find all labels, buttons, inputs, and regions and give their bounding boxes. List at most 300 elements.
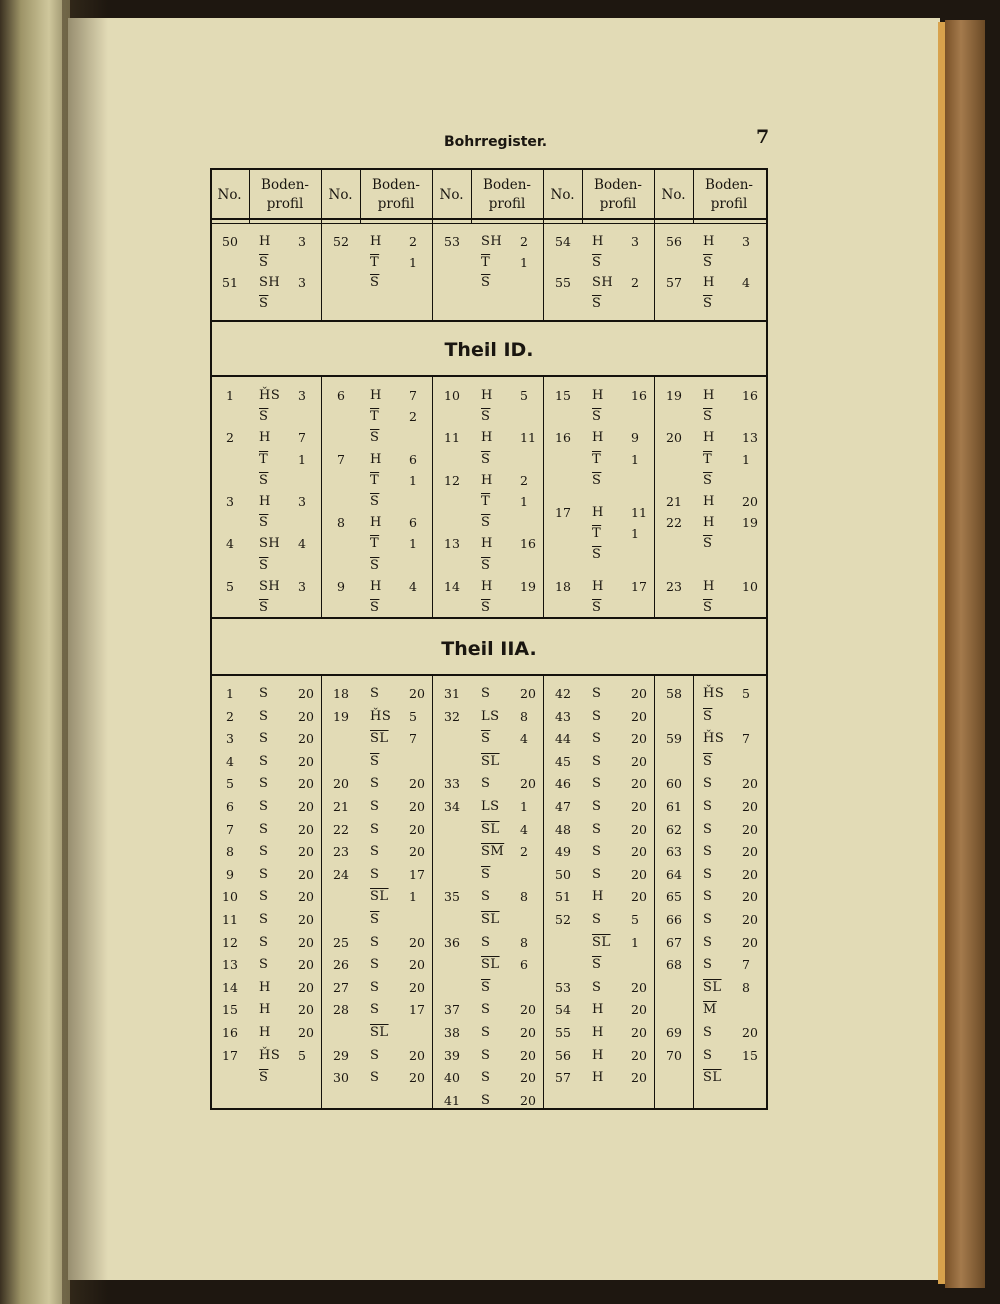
soil-layer-depth: 1 bbox=[742, 451, 750, 467]
soil-layer-depth: 20 bbox=[298, 866, 314, 882]
soil-layer-depth: 19 bbox=[742, 515, 758, 531]
soil-layer-code: $\overline{SL}$ bbox=[370, 889, 389, 905]
soil-layer-depth: 17 bbox=[409, 866, 425, 882]
soil-layer-code: H bbox=[481, 388, 493, 403]
entry-number: 59 bbox=[666, 731, 682, 747]
entry-number: 11 bbox=[444, 430, 460, 446]
soil-layer-code: $\overline{S}$ bbox=[370, 557, 380, 573]
soil-layer-code: S bbox=[370, 866, 380, 882]
entry-number: 10 bbox=[222, 889, 238, 905]
soil-layer-code: S bbox=[481, 776, 491, 792]
soil-layer-depth: 3 bbox=[298, 578, 306, 594]
soil-layer-code: S bbox=[703, 844, 713, 860]
soil-layer-code: $\overline{SL}$ bbox=[481, 753, 500, 769]
soil-layer-code: $\overline{S}$ bbox=[370, 494, 380, 509]
soil-layer-code: $\overline{SL}$ bbox=[592, 934, 611, 950]
soil-layer-code: $\overline{S}$ bbox=[703, 708, 713, 724]
soil-layer-code: H bbox=[592, 234, 604, 249]
entry-number: 16 bbox=[555, 430, 571, 446]
soil-layer-code: SH bbox=[592, 275, 614, 290]
entry-number: 62 bbox=[666, 821, 682, 837]
header-no: No. bbox=[439, 187, 464, 203]
entry-number: 22 bbox=[333, 821, 349, 837]
soil-layer-depth: 7 bbox=[742, 731, 750, 747]
soil-layer-code: $\overline{S}$ bbox=[481, 275, 491, 290]
soil-layer-code: S bbox=[703, 866, 713, 882]
soil-layer-code: S bbox=[370, 844, 380, 860]
soil-layer-code: S bbox=[592, 708, 602, 724]
soil-layer-depth: 11 bbox=[631, 504, 647, 520]
soil-layer-code: $\overline{S}$ bbox=[259, 600, 269, 615]
soil-layer-depth: 20 bbox=[409, 844, 425, 860]
entry-number: 20 bbox=[333, 776, 349, 792]
entry-number: 13 bbox=[222, 957, 238, 973]
soil-layer-code: S bbox=[481, 1070, 491, 1086]
entry-number: 23 bbox=[333, 844, 349, 860]
soil-layer-depth: 20 bbox=[409, 1070, 425, 1086]
soil-layer-code: S bbox=[370, 1002, 380, 1018]
soil-layer-code: S bbox=[703, 957, 713, 973]
soil-layer-code: ȞS bbox=[703, 731, 725, 747]
soil-layer-depth: 20 bbox=[409, 934, 425, 950]
soil-layer-code: S bbox=[481, 1047, 491, 1063]
soil-layer-depth: 20 bbox=[742, 889, 758, 905]
col-divider bbox=[693, 674, 694, 1110]
soil-layer-depth: 10 bbox=[742, 578, 758, 594]
soil-layer-depth: 20 bbox=[742, 494, 758, 509]
entry-number: 69 bbox=[666, 1025, 682, 1040]
soil-layer-depth: 20 bbox=[631, 753, 647, 769]
soil-layer-depth: 20 bbox=[298, 912, 314, 927]
entry-number: 31 bbox=[444, 686, 460, 701]
soil-layer-depth: 1 bbox=[409, 889, 417, 905]
soil-layer-depth: 7 bbox=[409, 731, 417, 747]
book-gutter-shadow bbox=[62, 0, 108, 1304]
soil-layer-code: $\overline{S}$ bbox=[259, 254, 269, 270]
soil-layer-depth: 8 bbox=[520, 889, 528, 905]
soil-layer-code: H bbox=[592, 1070, 604, 1086]
soil-layer-code: H bbox=[703, 515, 715, 531]
soil-layer-depth: 20 bbox=[298, 731, 314, 747]
soil-layer-code: H bbox=[370, 388, 382, 403]
soil-layer-depth: 20 bbox=[520, 1070, 536, 1086]
soil-layer-depth: 9 bbox=[631, 430, 639, 446]
soil-layer-code: $\overline{SL}$ bbox=[703, 1070, 722, 1086]
soil-layer-code: S bbox=[259, 934, 269, 950]
soil-layer-depth: 20 bbox=[298, 1025, 314, 1040]
soil-layer-depth: 2 bbox=[409, 234, 417, 249]
entry-number: 24 bbox=[333, 866, 349, 882]
entry-number: 53 bbox=[555, 979, 571, 995]
soil-layer-depth: 7 bbox=[742, 957, 750, 973]
soil-layer-code: H bbox=[592, 1047, 604, 1063]
soil-layer-depth: 13 bbox=[742, 430, 758, 446]
entry-number: 5 bbox=[226, 776, 234, 792]
soil-layer-code: H bbox=[259, 234, 271, 249]
entry-number: 3 bbox=[226, 731, 234, 747]
entry-number: 37 bbox=[444, 1002, 460, 1018]
entry-number: 29 bbox=[333, 1047, 349, 1063]
soil-layer-code: H bbox=[703, 388, 715, 403]
entry-number: 25 bbox=[333, 934, 349, 950]
soil-layer-depth: 7 bbox=[409, 388, 417, 403]
soil-layer-code: S bbox=[481, 889, 491, 905]
soil-layer-code: $\overline{S}$ bbox=[703, 600, 713, 615]
entry-number: 3 bbox=[226, 494, 234, 509]
entry-number: 7 bbox=[337, 451, 345, 467]
soil-layer-code: S bbox=[370, 957, 380, 973]
soil-layer-code: $\overline{S}$ bbox=[592, 472, 602, 488]
soil-layer-code: S bbox=[592, 844, 602, 860]
entry-number: 13 bbox=[444, 536, 460, 552]
soil-layer-code: $\overline{S}$ bbox=[370, 430, 380, 446]
entry-number: 19 bbox=[333, 708, 349, 724]
entry-number: 63 bbox=[666, 844, 682, 860]
soil-layer-depth: 20 bbox=[409, 799, 425, 814]
soil-layer-depth: 2 bbox=[520, 472, 528, 488]
entry-number: 38 bbox=[444, 1025, 460, 1040]
soil-layer-depth: 20 bbox=[298, 799, 314, 814]
entry-number: 33 bbox=[444, 776, 460, 792]
soil-layer-code: S bbox=[481, 1002, 491, 1018]
soil-layer-depth: 20 bbox=[631, 1070, 647, 1086]
section-title-theil-id: Theil ID. bbox=[444, 339, 534, 361]
entry-number: 34 bbox=[444, 799, 460, 814]
soil-layer-depth: 20 bbox=[298, 776, 314, 792]
soil-layer-depth: 20 bbox=[631, 1025, 647, 1040]
entry-number: 18 bbox=[333, 686, 349, 701]
entry-number: 20 bbox=[666, 430, 682, 446]
soil-layer-depth: 17 bbox=[631, 578, 647, 594]
soil-layer-depth: 20 bbox=[742, 776, 758, 792]
soil-layer-code: $\overline{S}$ bbox=[259, 1070, 269, 1086]
soil-layer-depth: 20 bbox=[520, 686, 536, 701]
soil-layer-depth: 20 bbox=[631, 686, 647, 701]
soil-layer-code: H bbox=[703, 430, 715, 446]
soil-layer-code: $\overline{M}$ bbox=[703, 1002, 717, 1018]
soil-layer-depth: 20 bbox=[520, 1025, 536, 1040]
soil-layer-code: H bbox=[481, 578, 493, 594]
soil-layer-code: H bbox=[592, 889, 604, 905]
soil-layer-depth: 5 bbox=[742, 686, 750, 701]
soil-layer-depth: 20 bbox=[298, 708, 314, 724]
soil-layer-code: S bbox=[259, 844, 269, 860]
soil-layer-code: S bbox=[481, 1092, 491, 1108]
soil-layer-code: S bbox=[370, 686, 380, 701]
soil-layer-code: S bbox=[481, 1025, 491, 1040]
soil-layer-depth: 2 bbox=[520, 234, 528, 249]
entry-number: 70 bbox=[666, 1047, 682, 1063]
left-page-edge bbox=[0, 0, 70, 1304]
soil-layer-depth: 3 bbox=[298, 275, 306, 290]
soil-layer-depth: 20 bbox=[298, 686, 314, 701]
soil-layer-depth: 1 bbox=[520, 494, 528, 509]
soil-layer-depth: 1 bbox=[631, 934, 639, 950]
soil-layer-code: ȞS bbox=[370, 708, 392, 724]
soil-layer-code: H bbox=[592, 1025, 604, 1040]
soil-layer-code: S bbox=[592, 979, 602, 995]
soil-layer-depth: 1 bbox=[631, 451, 639, 467]
soil-layer-code: $\overline{S}$ bbox=[259, 472, 269, 488]
soil-layer-code: LS bbox=[481, 708, 500, 724]
soil-layer-code: S bbox=[259, 957, 269, 973]
soil-layer-code: ȞS bbox=[259, 388, 281, 403]
soil-layer-code: $\overline{S}$ bbox=[481, 557, 491, 573]
entry-number: 57 bbox=[555, 1070, 571, 1086]
soil-layer-code: S bbox=[481, 686, 491, 701]
soil-layer-depth: 20 bbox=[409, 979, 425, 995]
soil-layer-code: H bbox=[592, 1002, 604, 1018]
soil-layer-depth: 20 bbox=[742, 934, 758, 950]
soil-layer-depth: 20 bbox=[298, 753, 314, 769]
col-divider bbox=[654, 674, 655, 1110]
soil-layer-depth: 20 bbox=[409, 957, 425, 973]
soil-layer-code: $\overline{SL}$ bbox=[481, 912, 500, 927]
section-title-theil-iia: Theil IIA. bbox=[441, 638, 537, 660]
header-rule-thin bbox=[210, 223, 768, 224]
soil-layer-code: $\overline{T}$ bbox=[370, 254, 380, 270]
soil-layer-code: S bbox=[703, 1025, 713, 1040]
entry-number: 26 bbox=[333, 957, 349, 973]
soil-layer-code: $\overline{S}$ bbox=[592, 409, 602, 425]
soil-layer-code: S bbox=[592, 731, 602, 747]
soil-layer-code: $\overline{S}$ bbox=[481, 515, 491, 531]
entry-number: 17 bbox=[555, 504, 571, 520]
soil-layer-code: S bbox=[259, 866, 269, 882]
soil-layer-code: H bbox=[259, 494, 271, 509]
entry-number: 28 bbox=[333, 1002, 349, 1018]
entry-number: 68 bbox=[666, 957, 682, 973]
soil-layer-depth: 20 bbox=[298, 979, 314, 995]
soil-layer-depth: 20 bbox=[631, 844, 647, 860]
soil-layer-code: SH bbox=[259, 536, 281, 552]
soil-layer-code: S bbox=[703, 776, 713, 792]
page-number: 7 bbox=[756, 126, 770, 148]
soil-layer-code: $\overline{S}$ bbox=[703, 753, 713, 769]
soil-layer-code: S bbox=[259, 731, 269, 747]
soil-layer-depth: 20 bbox=[742, 821, 758, 837]
entry-number: 2 bbox=[226, 430, 234, 446]
soil-layer-depth: 3 bbox=[298, 388, 306, 403]
running-header: Bohrregister. bbox=[444, 134, 548, 150]
theil-id-rule bbox=[210, 375, 768, 377]
entry-number: 9 bbox=[226, 866, 234, 882]
soil-layer-depth: 6 bbox=[520, 957, 528, 973]
soil-layer-depth: 7 bbox=[298, 430, 306, 446]
soil-layer-depth: 4 bbox=[409, 578, 417, 594]
entry-number: 42 bbox=[555, 686, 571, 701]
soil-layer-code: S bbox=[703, 912, 713, 927]
entry-number: 10 bbox=[444, 388, 460, 403]
book-cover-edge bbox=[945, 20, 985, 1288]
soil-layer-code: S bbox=[259, 708, 269, 724]
soil-layer-depth: 8 bbox=[520, 934, 528, 950]
soil-layer-code: $\overline{SL}$ bbox=[703, 979, 722, 995]
soil-layer-code: H bbox=[259, 430, 271, 446]
soil-layer-code: H bbox=[370, 451, 382, 467]
soil-layer-depth: 1 bbox=[520, 799, 528, 814]
soil-layer-depth: 4 bbox=[298, 536, 306, 552]
entry-number: 61 bbox=[666, 799, 682, 814]
soil-layer-code: H bbox=[703, 234, 715, 249]
soil-layer-depth: 20 bbox=[520, 776, 536, 792]
soil-layer-code: $\overline{S}$ bbox=[703, 254, 713, 270]
soil-layer-code: $\overline{T}$ bbox=[259, 451, 269, 467]
soil-layer-code: $\overline{S}$ bbox=[592, 600, 602, 615]
soil-layer-code: S bbox=[259, 776, 269, 792]
soil-layer-depth: 11 bbox=[520, 430, 536, 446]
soil-layer-code: $\overline{S}$ bbox=[481, 409, 491, 425]
entry-number: 55 bbox=[555, 1025, 571, 1040]
col-divider bbox=[543, 375, 544, 617]
soil-layer-depth: 16 bbox=[742, 388, 758, 403]
soil-layer-code: $\overline{S}$ bbox=[259, 295, 269, 311]
soil-layer-code: $\overline{SL}$ bbox=[370, 1025, 389, 1040]
entry-number: 15 bbox=[222, 1002, 238, 1018]
entry-number: 1 bbox=[226, 686, 234, 701]
entry-number: 18 bbox=[555, 578, 571, 594]
soil-layer-depth: 5 bbox=[298, 1047, 306, 1063]
header-profile: Boden- profil bbox=[705, 177, 753, 212]
soil-layer-code: $\overline{S}$ bbox=[370, 912, 380, 927]
entry-number: 54 bbox=[555, 234, 571, 249]
soil-layer-code: H bbox=[592, 504, 604, 520]
entry-number: 51 bbox=[222, 275, 238, 290]
soil-layer-code: H bbox=[703, 275, 715, 290]
entry-number: 66 bbox=[666, 912, 682, 927]
soil-layer-depth: 1 bbox=[631, 525, 639, 541]
soil-layer-code: S bbox=[370, 934, 380, 950]
soil-layer-depth: 20 bbox=[298, 934, 314, 950]
soil-layer-depth: 2 bbox=[520, 844, 528, 860]
soil-layer-code: S bbox=[592, 753, 602, 769]
entry-number: 36 bbox=[444, 934, 460, 950]
entry-number: 2 bbox=[226, 708, 234, 724]
soil-layer-depth: 1 bbox=[409, 472, 417, 488]
soil-layer-depth: 20 bbox=[631, 799, 647, 814]
entry-number: 49 bbox=[555, 844, 571, 860]
entry-number: 48 bbox=[555, 821, 571, 837]
header-no: No. bbox=[550, 187, 575, 203]
theil-iia-rule bbox=[210, 674, 768, 676]
soil-layer-code: S bbox=[592, 821, 602, 837]
soil-layer-depth: 15 bbox=[742, 1047, 758, 1063]
entry-number: 17 bbox=[222, 1047, 238, 1063]
soil-layer-depth: 5 bbox=[520, 388, 528, 403]
soil-layer-code: $\overline{T}$ bbox=[481, 494, 491, 509]
col-divider bbox=[654, 375, 655, 617]
soil-layer-code: $\overline{S}$ bbox=[481, 866, 491, 882]
entry-number: 35 bbox=[444, 889, 460, 905]
entry-number: 51 bbox=[555, 889, 571, 905]
soil-layer-code: H bbox=[370, 515, 382, 531]
soil-layer-code: $\overline{T}$ bbox=[481, 254, 491, 270]
soil-layer-code: S bbox=[259, 686, 269, 701]
entry-number: 52 bbox=[333, 234, 349, 249]
entry-number: 50 bbox=[222, 234, 238, 249]
header-no: No. bbox=[217, 187, 242, 203]
soil-layer-depth: 20 bbox=[409, 1047, 425, 1063]
soil-layer-depth: 17 bbox=[409, 1002, 425, 1018]
soil-layer-code: H bbox=[259, 979, 271, 995]
entry-number: 44 bbox=[555, 731, 571, 747]
entry-number: 8 bbox=[226, 844, 234, 860]
soil-layer-code: $\overline{S}$ bbox=[592, 295, 602, 311]
soil-layer-code: S bbox=[370, 979, 380, 995]
header-profile: Boden- profil bbox=[372, 177, 420, 212]
soil-layer-code: S bbox=[370, 1047, 380, 1063]
entry-number: 14 bbox=[222, 979, 238, 995]
soil-layer-depth: 6 bbox=[409, 515, 417, 531]
header-profile: Boden- profil bbox=[261, 177, 309, 212]
soil-layer-code: S bbox=[703, 799, 713, 814]
entry-number: 54 bbox=[555, 1002, 571, 1018]
soil-layer-depth: 8 bbox=[520, 708, 528, 724]
soil-layer-depth: 3 bbox=[298, 234, 306, 249]
soil-layer-code: ȞS bbox=[259, 1047, 281, 1063]
header-rule bbox=[210, 218, 768, 220]
soil-layer-depth: 20 bbox=[631, 889, 647, 905]
col-divider bbox=[432, 674, 433, 1110]
soil-layer-code: $\overline{S}$ bbox=[481, 979, 491, 995]
entry-number: 6 bbox=[337, 388, 345, 403]
header-profile: Boden- profil bbox=[594, 177, 642, 212]
entry-number: 7 bbox=[226, 821, 234, 837]
soil-layer-code: S bbox=[259, 912, 269, 927]
entry-number: 4 bbox=[226, 753, 234, 769]
soil-layer-code: H bbox=[259, 1002, 271, 1018]
soil-layer-code: $\overline{T}$ bbox=[370, 409, 380, 425]
soil-layer-depth: 1 bbox=[298, 451, 306, 467]
entry-number: 23 bbox=[666, 578, 682, 594]
soil-layer-code: ȞS bbox=[703, 686, 725, 701]
soil-layer-code: $\overline{S}$ bbox=[703, 409, 713, 425]
soil-layer-depth: 20 bbox=[298, 821, 314, 837]
soil-layer-depth: 20 bbox=[298, 844, 314, 860]
soil-layer-depth: 20 bbox=[631, 866, 647, 882]
soil-layer-code: H bbox=[481, 472, 493, 488]
soil-layer-code: S bbox=[592, 799, 602, 814]
section-2-end-rule bbox=[210, 617, 768, 619]
soil-layer-code: H bbox=[703, 494, 715, 509]
soil-layer-code: S bbox=[703, 934, 713, 950]
entry-number: 47 bbox=[555, 799, 571, 814]
soil-layer-code: S bbox=[481, 934, 491, 950]
soil-layer-code: SH bbox=[481, 234, 503, 249]
soil-layer-code: SH bbox=[259, 275, 281, 290]
entry-number: 14 bbox=[444, 578, 460, 594]
soil-layer-depth: 3 bbox=[298, 494, 306, 509]
soil-layer-depth: 20 bbox=[742, 799, 758, 814]
soil-layer-code: H bbox=[592, 578, 604, 594]
soil-layer-code: H bbox=[370, 578, 382, 594]
soil-layer-depth: 20 bbox=[742, 866, 758, 882]
entry-number: 53 bbox=[444, 234, 460, 249]
soil-layer-code: S bbox=[592, 866, 602, 882]
soil-layer-code: $\overline{T}$ bbox=[592, 451, 602, 467]
soil-layer-depth: 20 bbox=[409, 821, 425, 837]
soil-layer-code: LS bbox=[481, 799, 500, 814]
entry-number: 30 bbox=[333, 1070, 349, 1086]
entry-number: 39 bbox=[444, 1047, 460, 1063]
soil-layer-code: $\overline{S}$ bbox=[703, 536, 713, 552]
soil-layer-depth: 3 bbox=[631, 234, 639, 249]
entry-number: 32 bbox=[444, 708, 460, 724]
entry-number: 45 bbox=[555, 753, 571, 769]
entry-number: 15 bbox=[555, 388, 571, 403]
soil-layer-depth: 20 bbox=[631, 731, 647, 747]
soil-layer-code: H bbox=[481, 430, 493, 446]
